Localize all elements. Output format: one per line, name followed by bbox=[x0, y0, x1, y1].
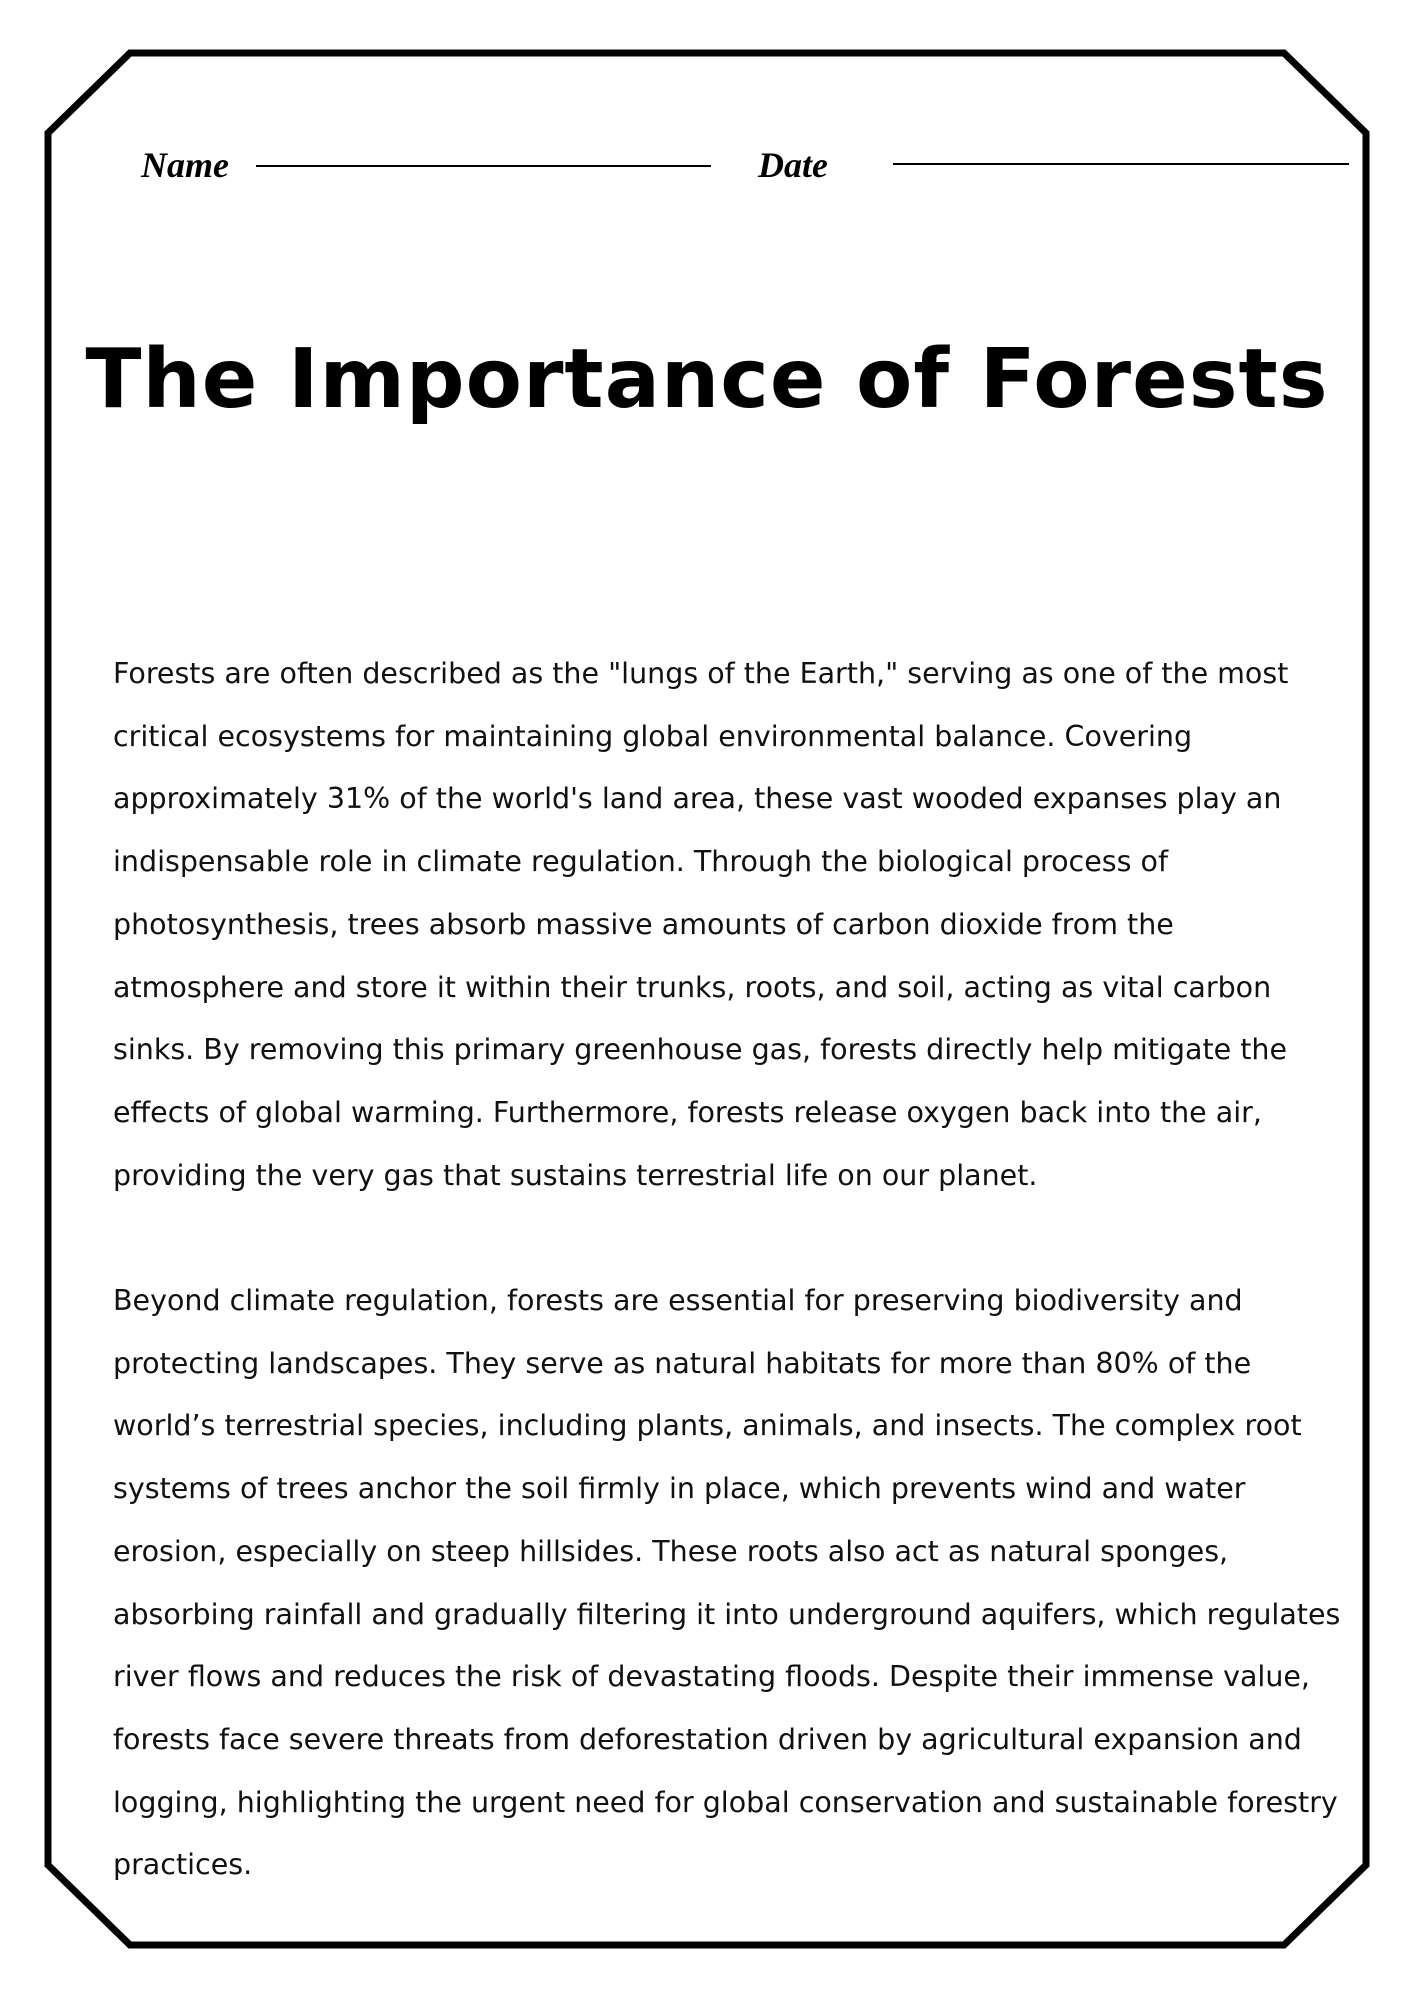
paragraph-1: Forests are often described as the "lungs of the Earth," serving as one of the most critical ecosystems for maintaining global environmental balance. Covering approximately 31% of the world's land area, these vast wooded expanses play an indispensable role in climate regulation. Through the biological process of photosynthesis, trees absorb massive amounts of carbon dioxide from the atmosphere and store it within their trunks, roots, and soil, acting as vital carbon sinks. By removing this primary greenhouse gas, forests directly help mitigate the effects of global warming. Furthermore, forests release oxygen back into the air, providing the very gas that sustains terrestrial life on our planet. bbox=[113, 657, 1289, 1192]
worksheet-title: The Importance of Forests bbox=[85, 332, 1329, 427]
date-blank-line bbox=[893, 163, 1349, 165]
reading-passage bbox=[113, 643, 1343, 1960]
name-date-row bbox=[0, 140, 1414, 190]
name-blank-line bbox=[256, 165, 711, 167]
name-label: Name bbox=[141, 145, 229, 185]
date-label: Date bbox=[758, 145, 828, 185]
paragraph-2: Beyond climate regulation, forests are essential for preserving biodiversity and protecting landscapes. They serve as natural habitats for more than 80% of the world’s terrestrial species, including plants, animals, and insects. The complex root systems of trees anchor the soil firmly in place, which prevents wind and water erosion, especially on steep hillsides. These roots also act as natural sponges, absorbing rainfall and gradually filtering it into underground aquifers, which regulates river flows and reduces the risk of devastating floods. Despite their immense value, forests face severe threats from deforestation driven by agricultural expansion and logging, highlighting the urgent need for global conservation and sustainable forestry practices. bbox=[113, 1284, 1341, 1882]
